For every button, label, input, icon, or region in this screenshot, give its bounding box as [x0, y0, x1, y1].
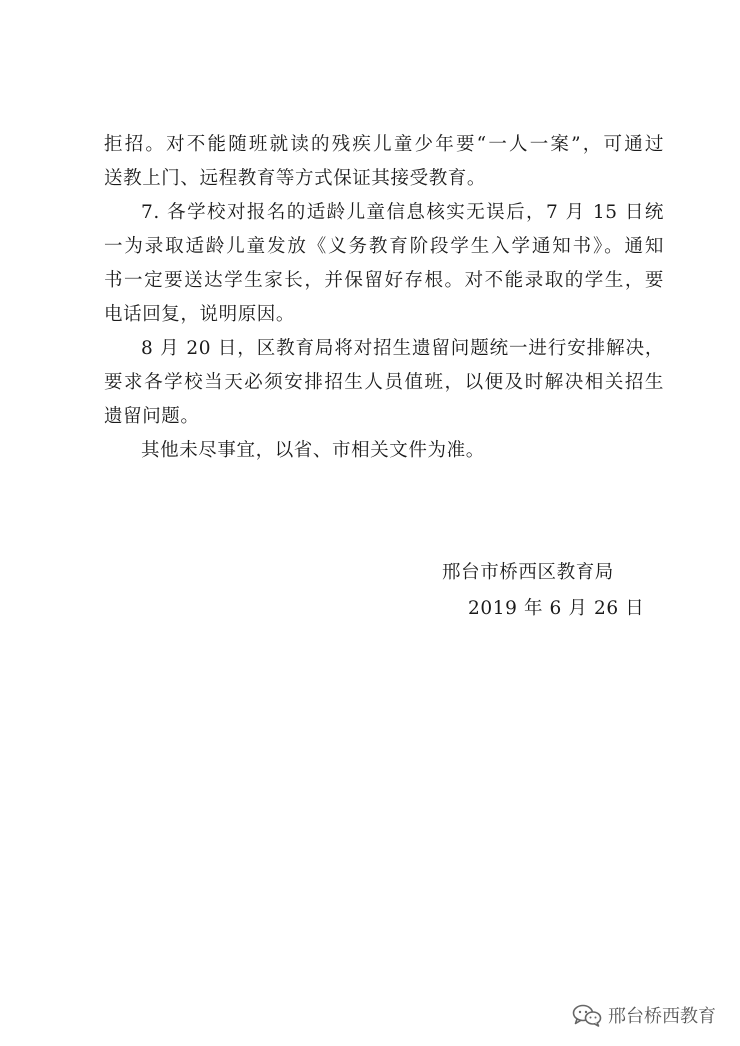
signature-organization: 邢台市桥西区教育局: [442, 562, 614, 583]
paragraph-line: 其他未尽事宜，以省、市相关文件为准。: [141, 440, 485, 461]
wechat-icon: [572, 1003, 602, 1027]
paragraph-line: 书一定要送达学生家长，并保留好存根。对不能录取的学生，要: [104, 270, 664, 291]
wechat-watermark: [572, 1000, 716, 1030]
paragraph-line: 送教上门、远程教育等方式保证其接受教育。: [104, 168, 487, 189]
paragraph-line: 要求各学校当天必须安排招生人员值班，以便及时解决相关招生: [104, 372, 664, 393]
document-body: [104, 128, 664, 468]
paragraph-line: 拒招。对不能随班就读的残疾儿童少年要“一人一案”，可通过: [104, 134, 664, 155]
paragraph-line: 一为录取适龄儿童发放《义务教育阶段学生入学通知书》。通知: [104, 236, 664, 257]
paragraph-line: 8 月 20 日，区教育局将对招生遗留问题统一进行安排解决，: [141, 338, 664, 359]
paragraph-line: 遗留问题。: [104, 406, 200, 427]
paragraph-line: 7. 各学校对报名的适龄儿童信息核实无误后，7 月 15 日统: [141, 202, 664, 223]
signature-date: 2019 年 6 月 26 日: [468, 598, 645, 619]
paragraph-line: 电话回复，说明原因。: [104, 304, 296, 325]
watermark-label: 邢台桥西教育: [608, 1006, 716, 1027]
